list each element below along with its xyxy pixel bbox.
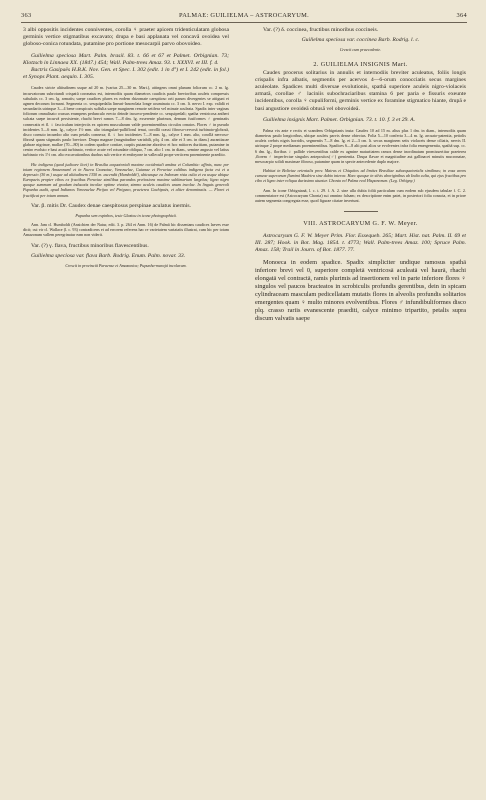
variety-heading: Var. (?) δ. coccinea, fructibus minoribus coccineis.	[263, 27, 379, 33]
description-paragraph: Palma vix ante e rectis et scandens Orbignianis insta: Caudex 10 ad 15 m. altus plus 1 dm. in diam., internodiis quam diametrus paulo longioribus, ubique aculeis parvis dense obtectus. Folia 5—10 conferta 3—4 m. lg. arcuato-patentia, petiolis aculeis crebris nigris horridis, segmentis 7—8 dm. lg. et 2—3 cm. lt. secus marginem setis violaceis dense ciliatis, nervis II. utrinque 2 prope medianum proeminentibus. Spadices 6—8 alti post alios se evolventes infra folia emergenentia, spathā sup. cc. 6 dm. lg., floribus ♀ pallide virescentibus calde ex agmine maturitatem ramos dense inordinatum promisuertitur praeterea ,florem ♂ imperfectae singulos antepositos(♂) grenientia. Drupa flavae et magnitudine aut gallinacei minutis mucronatae, mesocarpio solidi maximae fibroso, putamine quam in specie antecedente duplo majore.	[255, 127, 466, 164]
note-line: Pupunha sem espinhos, teste Glaziou in icone photographicā.	[75, 212, 177, 218]
note-line: Crescit cum praecedente.	[339, 47, 382, 53]
citation: Guilielma insignis Mart. Palmet. Orbignian. 73. t. 10. f. 3 et 29. A.	[263, 116, 416, 123]
header-rule	[21, 22, 467, 23]
description-paragraph: Caudex stricte altitudinem usque ad 20 m. (varius 25—30 m. Mart.), attingens omni planum foliorum cc. 2 m. lg. incurvatorum subrotundi crispatū coronatus est, internodiis quam diametros caudicis paulo brevioribus aculeis compressis subulatis cc. 3 cm. lg. armatis; saepe caudices plures ex eodem rhizomate caespitoso orti parum divergentes se attigunt et agmen decorum formant. Segmenta cc. sesquipedalia lineari-lanceolata longe acuminata cc. 3 cm. lt. nervo I. exp. validā et secundariis utrinque 3—4 bene conspicuis suffulta saepe marginem remote setifera vel minute aculeata. Spadix inter vaginas foliorum omnalisato crassus erumpens pedunculo erecto deinde incurvo-pendente cc. sesquipedali; spatha ventricosa antheri sulcata saepe incurvā persistente, rhachi brevi ramos 7—8 dm. lg. exserente plurimos, demum fusiformes ♂ geminatis connecatis et fl. ♀ fasciculum interjectis ex apicem muscularum valde proeminentibus circulos ornatos. Flores ♂ in pseudo incidentes 5—6 mm. lg., calyce 1½ mm. alto triangulari-palliflorul tenui, corollā crassi fibroso-cervosā turbinato-globosā, disco cornuto incumbo alto cum petalis connexa; fl. ♀ hoc incidentes 7—8 mm. lg., calyce 1 mm. alto, corollā nervoso-fibrosā quam stigmatis paulo breviore. Drupa magnae (magnitudine variabili, plq. 4 cm. alte et 3 cm. in diam.) aurantiacae glabrae nigrinae, mallae (70—80) in codem spadice contiae, carpiis putamine abortivo et hoc mitiores duritiam, putamine in centro evoluto e basi acutā turbinato, vertice acute vel rotundate obliquo, 7 cm. alto 1 cm. in diam., semine angusto vel latius turbinato vix 1½ cm. alto excavationibus duobus sub vertice et embryone in valleculā prope verticem proeminente praedito.	[23, 85, 229, 158]
citation: Bactris Gasipaës H.B.K. Nov. Gen. et Spec. I. 302 (edit. 1 in 4°) et I. 242 (edit. in fol.) et Synops Plant. aequin. I. 305.	[23, 67, 229, 81]
genus-citation: Astrocaryum G. F. W. Meyer Prim. Flor. Essequeb. 265; Mart. Hist. nat. Palm. II. 69 et III. 287; Hook. in Bot. Mag. 1854. t. 4773; Wall. Palm-trees Amaz. 100; Spruce Palm. Amaz. 158; Trail in Journ. of Bot. 1877. 77.	[255, 233, 466, 254]
species-heading: 2. GUILIELMA INSIGNIS Mart.	[313, 60, 408, 68]
right-column	[255, 27, 466, 323]
annotation-paragraph: Ann. Jam cl. Humboldt (Ansichten der Natur, edit. 3. p. 264 et Anm. 16) de Palmā hic dissentans caudices laeves esse dicit; cui vir cl. Wallace (l. c. 93) contradicens et ad errorem referens hac re varietatem variatatis illustrat, cum hic per totam Amazonum vallem peregrinatur eam non viderit.	[23, 222, 229, 238]
paragraph: 3 albi oppositis incidentes conniventes, corolla ♀ praeter apicem tridenticulatam globosa germinis vertice stigmatibus excavato; drupa e basi applanata vel concavâ ovoidea vel globoso-conica rotundata, putamine pro portione mesocarpii parvo obovoideo.	[23, 27, 229, 48]
diagnosis-paragraph: Caudex procerus solitarius in annulis et internodiis breviter aculeatus, foliis longis crispalis infra albatis, segmentis per acervos 4—6-orum conocciatis secus margines aculeolate. Spadices multi diversae evolutionis, spathā superiore aculeis nigro-violaceis armatā, corollae ♂ laciniis subochraciaribus stamina 6 per paria e fissuris exeunte incidentibus, corolla ♀ cupuliformi, germinis vertice ex foramine stigmatico hiante, drupā e basi angustiore ovoideā obtusā vel obovoideā.	[255, 69, 466, 112]
note-line: Crescit in provinciā Paraense et Amazonica; Pupunha-marajá incolarum.	[65, 262, 187, 268]
variety-heading: Var. (?) γ. flava, fructibus minoribus flavescentibus.	[31, 242, 149, 249]
genus-description: Monoeca in eodem spadice. Spadix simpliciter undique ramosus spathā inferiore brevi vel 0, superiore completā ventricosā aculeatā vel haurā, rhachi elongatā vel contractā, ramis plurimis ad insertionem vel in parte inferiore flores ♀ singulos vel paucos bracteatos in scrobiculis profundis gerentibus, dein in spicam cylindraceam masculam pedicellatam mutatis flores in alveolis profundis solitarios emergentes quam ♀ multo minores evolventibus. Flores ♂ infundibuliformes disco plq. crasso rariis evanescente praediti, calyce minimo tripartito, petalis supra discum valvatis saepe	[255, 258, 466, 323]
running-title: PALMAE: GUILIELMA – ASTROCARYUM.	[178, 12, 310, 19]
habitat-paragraph: Hic indigena (quod judicare licet) in Brasilia aequatoriali maxime occidentali amāna et Columbia: affinis, nunc per totam regionem Amazonum! et in Nueva Granatae, Venezuelae, Guianae et Peruviae cultibus indigena facta est et a depressio (30 m.) usque ad altitudinem 1350 m. ascendit (Humboldt!), ubicunque ea Indorum risia culta et ea usque ubique Europaeis propter cibos ex fructibus Peruviae similibus parandos pretiosiora maxime sublimarium largeīus; ligno nigro quoque summam ad gradum inducatis incolae optime vivatur, simmo aculeis caudicis unum incolae. In linguis generali Pupunha audit, apud Indianos Venezuelae Pirijao vel Pirigvao, praeterea Gachipaës, et aliter denominatis. — Floret et fructificat per totum annum.	[23, 161, 229, 198]
variety-heading: Var. β. mitis Dr. Caudex denae caespitosus perspinae aculatus inermis.	[31, 202, 192, 209]
page-number-left: 363	[21, 12, 32, 19]
genus-heading: VIII. ASTROCARYUM G. F. W. Meyer.	[303, 220, 418, 228]
left-column	[23, 27, 229, 268]
citation: Guilielma speciosa var. flava Barb. Rodrig. Enum. Palm. novar. 33.	[31, 252, 186, 259]
annotation-paragraph: Ann. In icone Orbignianā, l. c. t. 29. f. A. 2. sine ulla dubia foliū particulum cum eodem sub ejusdem tabulae f. C. 2. commentatore est (Astrocaryum Chonta) sui omnino falsam; ex descriptione enim patet, in posteriori folia conacia, et in priore autem segmenta congregata esse, quod figurae citatae invertunt.	[255, 187, 466, 203]
citation: Guilielma speciosa Mart. Palm. brasil. 83. t. 66 et 67 et Palmet. Orbignian. 73; Klotzsch in Linnaea XX. (1847.) 454; Wall. Palm-trees Amaz. 93. t. XXXVI. et III. f. 4.	[23, 52, 229, 66]
citation: Guilielma speciosa var. coccinea Barb. Rodrig. l. c.	[301, 37, 420, 44]
page-number-right: 364	[456, 12, 467, 19]
habitat-paragraph: Habitat in Boliviae orientalis prov. Mairas et Chiquitos ad limites Brasiliae subaequatorialis similinas; in eosa arens cumeae superarum flumimi Madeira sine dubio interea. Haec quoque in silvis aboriginibus ab India culta, qui ejus fructibus pro cibo et ligno inter reliqua durissimo utuntur. Chonta vel Palma real Hispanorum. (Leg. Orbigny.)	[255, 168, 466, 184]
